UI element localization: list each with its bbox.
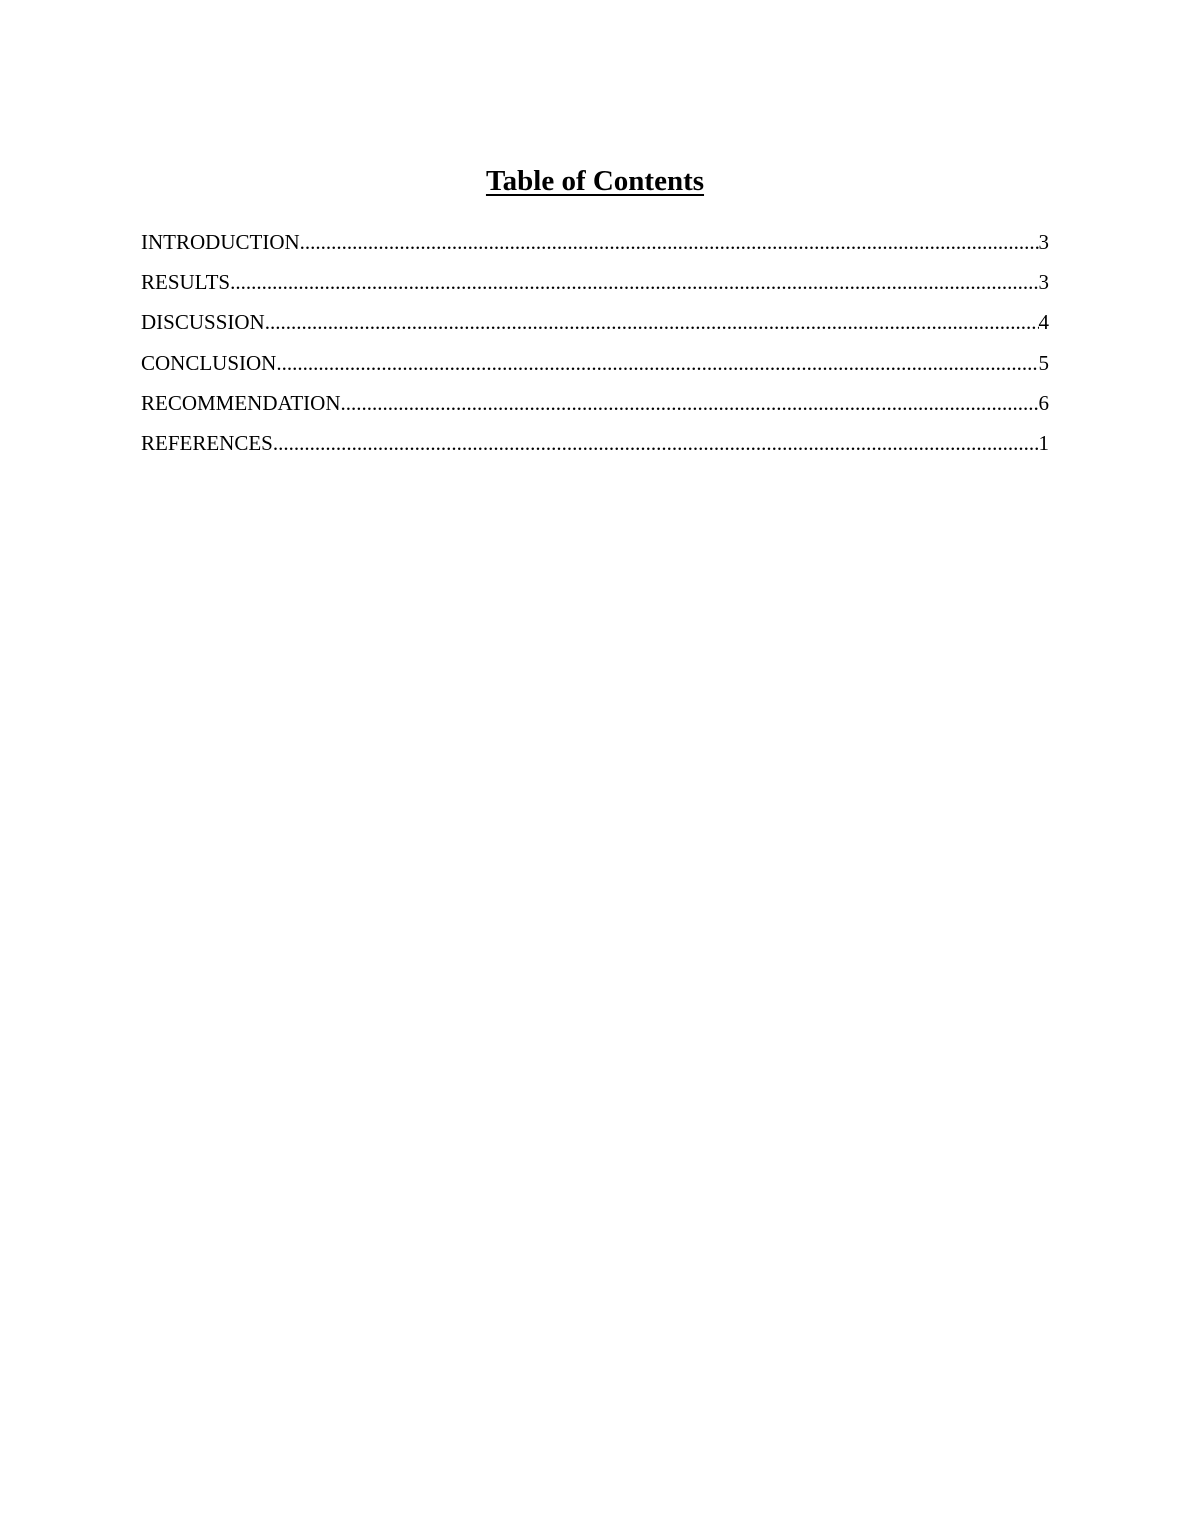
toc-entry-label: INTRODUCTION: [141, 230, 300, 254]
toc-list: [141, 226, 1049, 467]
toc-dot-leader: [276, 347, 1038, 379]
toc-entry-introduction[interactable]: [141, 226, 1049, 266]
toc-entry-conclusion[interactable]: [141, 347, 1049, 387]
toc-dot-leader: [273, 427, 1039, 459]
toc-entry-label: CONCLUSION: [141, 350, 277, 375]
toc-entry-page-number: 6: [1038, 390, 1049, 415]
toc-entry-page-number: 3: [1038, 270, 1049, 295]
toc-entry-label: DISCUSSION: [141, 310, 265, 335]
toc-entry-page-number: 1: [1038, 430, 1049, 455]
toc-entry-label: RECOMMENDATION: [141, 390, 341, 415]
toc-title: Table of Contents: [485, 165, 705, 197]
toc-entry-page-number: 4: [1038, 310, 1049, 335]
toc-entry-references[interactable]: [141, 427, 1049, 467]
toc-dot-leader: [230, 266, 1038, 298]
toc-entry-results[interactable]: [141, 266, 1049, 306]
toc-entry-page-number: 5: [1038, 350, 1049, 375]
toc-dot-leader: [265, 306, 1039, 338]
toc-entry-recommendation[interactable]: [141, 387, 1049, 427]
toc-dot-leader: [341, 387, 1039, 419]
toc-entry-page-number: 3: [1038, 230, 1049, 254]
toc-entry-label: RESULTS: [141, 270, 231, 295]
toc-entry-discussion[interactable]: [141, 306, 1049, 346]
toc-dot-leader: [300, 226, 1039, 258]
toc-entry-label: REFERENCES: [141, 430, 273, 455]
